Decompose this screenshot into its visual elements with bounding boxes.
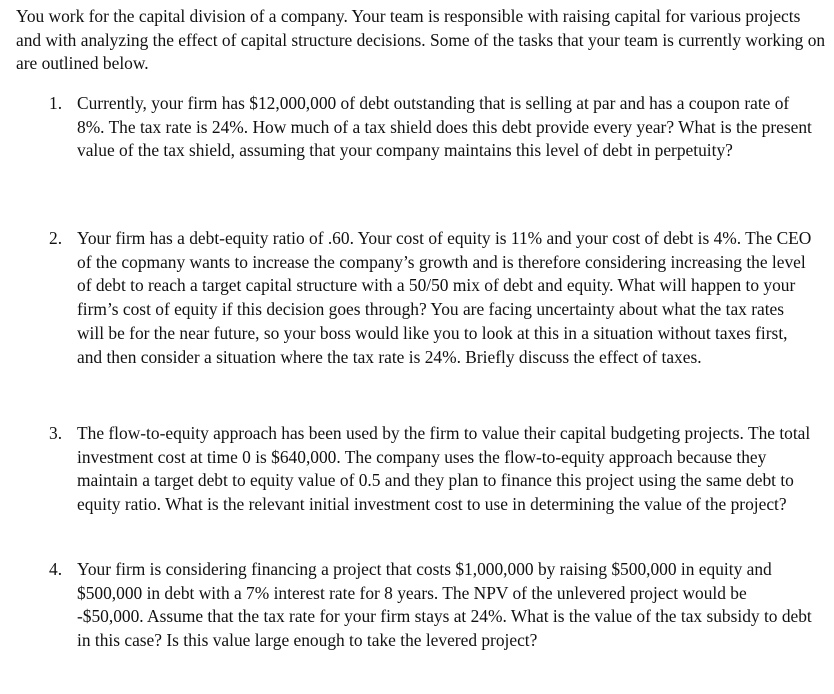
- question-number: 1.: [49, 93, 63, 113]
- question-text: The flow-to-equity approach has been used by the firm to value their capital budgeting projects. The total investment cost at time 0 is $640,000. The company uses the flow-to-equity approach because they maintain a target debt to equity value of 0.5 and they plan to finance this project using the same debt to equity ratio. What is the relevant initial investment cost to use in determining the value of the project?: [77, 423, 811, 514]
- question-text: Your firm has a debt-equity ratio of .60. Your cost of equity is 11% and your cost of debt is 4%. The CEO of the copmany wants to increase the company’s growth and is therefore considering increasing the level of debt to reach a target capital structure with a 50/50 mix of debt and equity. What will happen to your firm’s cost of equity if this decision goes through? You are facing uncertainty about what the tax rates will be for the near future, so your boss would like you to look at this in a situation without taxes first, and then consider a situation where the tax rate is 24%. Briefly discuss the effect of taxes.: [77, 228, 812, 367]
- question-text: Your firm is considering financing a project that costs $1,000,000 by raising $500,000 in equity and $500,000 in debt with a 7% interest rate for 8 years. The NPV of the unlevered project would be -$50,000. Assume that the tax rate for your firm stays at 24%. What is the value of the tax subsidy to debt in this case? Is this value large enough to take the levered project?: [77, 559, 812, 650]
- question-number: 2.: [49, 228, 63, 248]
- question-number: 4.: [49, 559, 63, 579]
- intro-paragraph: You work for the capital division of a company. Your team is responsible with raising capital for various projects and with analyzing the effect of capital structure decisions. Some of the tasks that your team is currently working on are outlined below.: [16, 6, 826, 73]
- question-number: 3.: [49, 423, 63, 443]
- question-text: Currently, your firm has $12,000,000 of debt outstanding that is selling at par and has a coupon rate of 8%. The tax rate is 24%. How much of a tax shield does this debt provide every year? What is the present value of the tax shield, assuming that your company maintains this level of debt in perpetuity?: [77, 93, 812, 160]
